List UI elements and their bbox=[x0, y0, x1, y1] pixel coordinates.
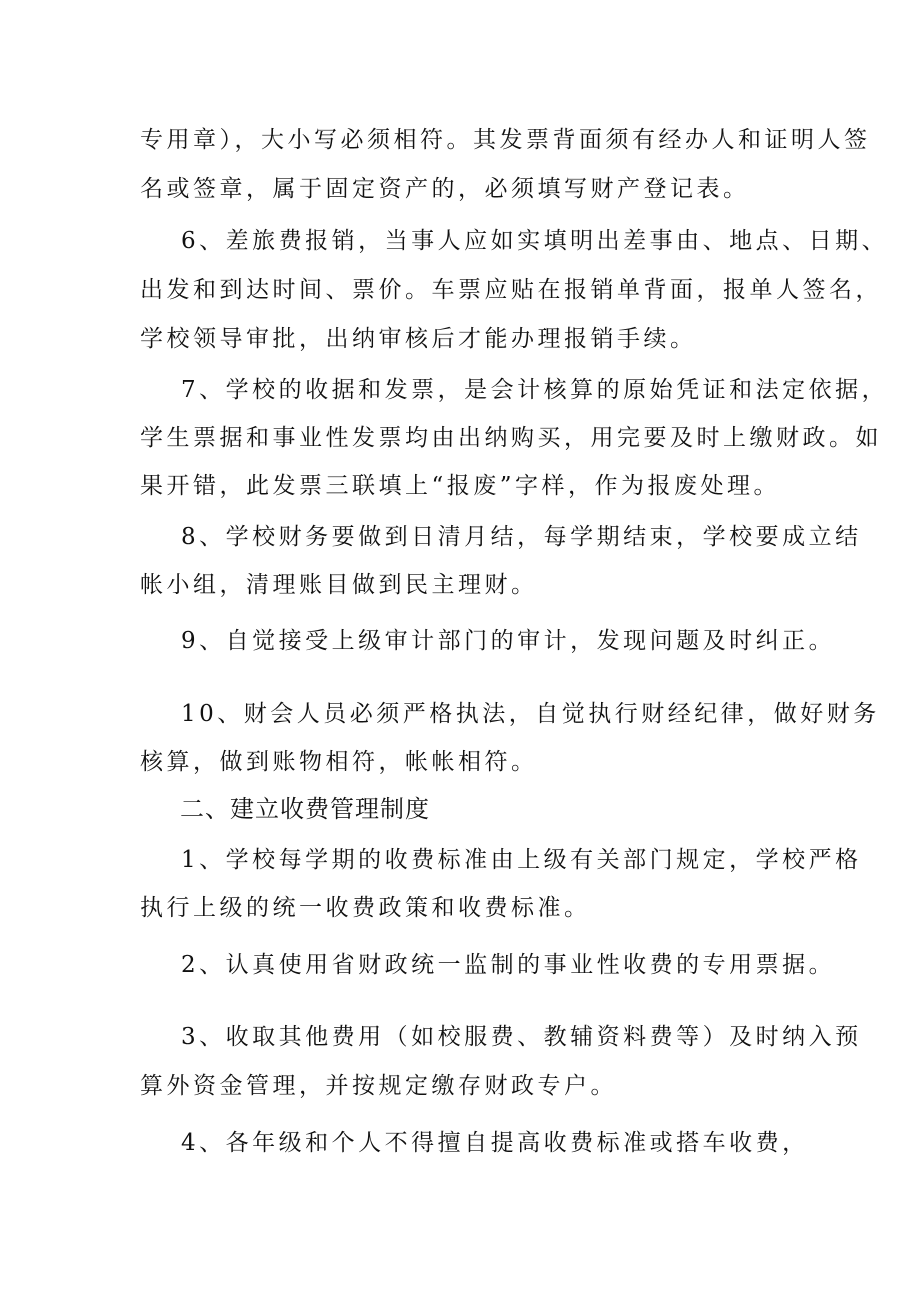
text-line-1: 专用章），大小写必须相符。其发票背面须有经办人和证明人签 bbox=[140, 127, 871, 153]
text-line-11: 9、自觉接受上级审计部门的审计，发现问题及时纠正。 bbox=[181, 628, 836, 654]
text-line-9: 8、学校财务要做到日清月结，每学期结束，学校要成立结 bbox=[181, 524, 862, 550]
text-line-16: 执行上级的统一收费政策和收费标准。 bbox=[140, 895, 591, 921]
text-line-5: 学校领导审批，出纳审核后才能办理报销手续。 bbox=[140, 326, 697, 352]
text-line-13: 核算，做到账物相符，帐帐相符。 bbox=[140, 749, 538, 775]
text-line-19: 算外资金管理，并按规定缴存财政专户。 bbox=[140, 1073, 617, 1099]
text-line-12: 10、财会人员必须严格执法，自觉执行财经纪律，做好财务 bbox=[181, 701, 880, 727]
text-line-10: 帐小组，清理账目做到民主理财。 bbox=[140, 572, 538, 598]
text-line-15: 1、学校每学期的收费标准由上级有关部门规定，学校严格 bbox=[181, 847, 862, 873]
text-line-4: 出发和到达时间、票价。车票应贴在报销单背面，报单人签名， bbox=[140, 277, 882, 303]
text-line-8: 果开错，此发票三联填上“报废”字样，作为报废处理。 bbox=[140, 473, 781, 499]
section-heading: 二、建立收费管理制度 bbox=[180, 795, 430, 823]
text-line-20: 4、各年级和个人不得擅自提高收费标准或搭车收费， bbox=[181, 1130, 809, 1156]
text-line-7: 学生票据和事业性发票均由出纳购买，用完要及时上缴财政。如 bbox=[140, 425, 882, 451]
text-line-17: 2、认真使用省财政统一监制的事业性收费的专用票据。 bbox=[181, 952, 836, 978]
text-line-6: 7、学校的收据和发票，是会计核算的原始凭证和法定依据， bbox=[181, 377, 889, 403]
text-line-3: 6、差旅费报销，当事人应如实填明出差事由、地点、日期、 bbox=[181, 228, 889, 254]
text-line-18: 3、收取其他费用（如校服费、教辅资料费等）及时纳入预 bbox=[181, 1024, 862, 1050]
text-line-2: 名或签章，属于固定资产的，必须填写财产登记表。 bbox=[140, 176, 750, 202]
